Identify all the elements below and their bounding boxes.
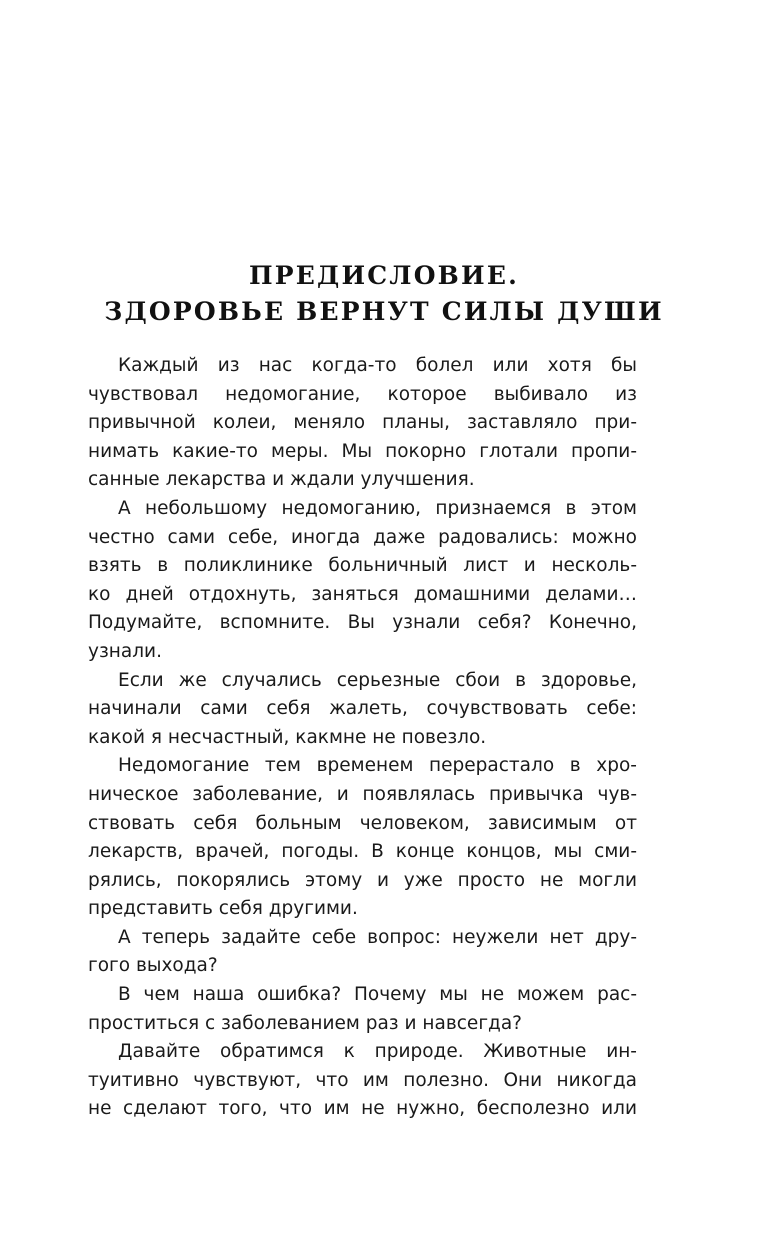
- text-line: чувствовал недомогание, которое выбивало из: [88, 383, 637, 405]
- text-line: проститься с заболеванием раз и навсегда?: [88, 1012, 522, 1034]
- text-line: Подумайте, вспомните. Вы узнали себя? Конечно,: [88, 612, 637, 634]
- text-line: не сделают того, что им не нужно, бесполезно или: [88, 1098, 637, 1120]
- text-line: Давайте обратимся к природе. Животные ин-: [118, 1041, 637, 1063]
- text-line: ническое заболевание, и появлялась привычка чув-: [88, 783, 637, 805]
- text-line: привычной колеи, меняло планы, заставляло при-: [88, 412, 637, 434]
- text-line: туитивно чувствуют, что им полезно. Они никогда: [88, 1069, 637, 1091]
- text-line: А небольшому недомоганию, признаемся в этом: [118, 497, 637, 519]
- text-line: Каждый из нас когда-то болел или хотя бы: [118, 355, 637, 376]
- chapter-title-line-2: ЗДОРОВЬЕ ВЕРНУТ СИЛЫ ДУШИ: [104, 297, 664, 326]
- text-line: лекарств, врачей, погоды. В конце концов, мы сми-: [88, 841, 637, 863]
- chapter-title: [0, 258, 768, 330]
- text-line: начинали сами себя жалеть, сочувствовать себе:: [88, 698, 637, 720]
- text-line: честно сами себе, иногда даже радовались: можно: [88, 526, 637, 548]
- text-line: представить себя другими.: [88, 898, 358, 920]
- text-line: взять в поликлинике больничный лист и несколь-: [88, 555, 637, 577]
- body-text: [88, 352, 637, 1124]
- text-line: рялись, покорялись этому и уже просто не могли: [88, 869, 637, 891]
- text-line: ствовать себя больным человеком, зависимым от: [88, 812, 637, 834]
- text-line: Недомогание тем временем перерастало в хро-: [118, 755, 637, 777]
- text-line: В чем наша ошибка? Почему мы не можем рас-: [118, 984, 637, 1006]
- text-line: Если же случались серьезные сбои в здоровье,: [118, 669, 637, 691]
- text-line: А теперь задайте себе вопрос: неужели нет дру-: [118, 926, 637, 948]
- chapter-title-line-1: ПРЕДИСЛОВИЕ.: [248, 261, 519, 290]
- text-line: санные лекарства и ждали улучшения.: [88, 469, 475, 491]
- text-line: ко дней отдохнуть, заняться домашними делами…: [88, 583, 637, 605]
- text-line: нимать какие-то меры. Мы покорно глотали пропи-: [88, 440, 637, 462]
- text-line: гого выхода?: [88, 955, 218, 977]
- text-line: какой я несчастный, какмне не повезло.: [88, 726, 487, 748]
- text-line: узнали.: [88, 640, 162, 662]
